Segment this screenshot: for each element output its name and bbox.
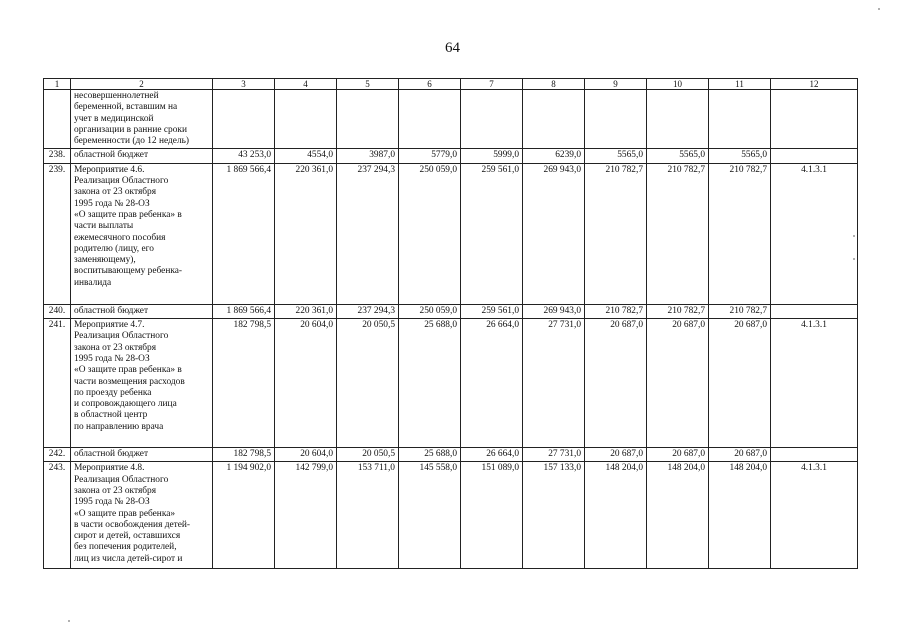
column-number-cell: 6 [399,79,461,90]
table-row [44,448,858,462]
funding-value: 148 204,0 [647,462,709,569]
funding-value: 43 253,0 [213,149,275,163]
column-number-row [44,79,858,90]
column-number-cell: 2 [71,79,213,90]
column-number-cell: 10 [647,79,709,90]
funding-value: 153 711,0 [337,462,399,569]
funding-value: 151 089,0 [461,462,523,569]
funding-value: 5565,0 [647,149,709,163]
funding-value: 210 782,7 [647,163,709,304]
row-description: областной бюджет [71,304,213,318]
table-row [44,304,858,318]
funding-value: 237 294,3 [337,304,399,318]
funding-value: 210 782,7 [709,304,771,318]
funding-value: 142 799,0 [275,462,337,569]
scan-speck [878,8,880,10]
funding-value: 237 294,3 [337,163,399,304]
scan-speck [853,258,855,260]
row-description: Мероприятие 4.6. Реализация Областного закона от 23 октября 1995 года № 28-ОЗ «О защите прав ребенка» в части выплаты ежемесячного пособия родителю (лицу, его заменяющему), воспитывающему ребенка- инвалида [71,163,213,304]
row-description: несовершеннолетней беременной, вставшим на учет в медицинской организации в ранние сроки беременности (до 12 недель) [71,90,213,149]
funding-value [709,90,771,149]
table-row [44,163,858,304]
table-row [44,319,858,448]
funding-value [337,90,399,149]
row-description: областной бюджет [71,149,213,163]
funding-value [399,90,461,149]
column-number-cell: 9 [585,79,647,90]
column-number-cell: 11 [709,79,771,90]
funding-value: 148 204,0 [709,462,771,569]
funding-value: 20 604,0 [275,448,337,462]
column-number-cell: 3 [213,79,275,90]
indicator-code [771,448,858,462]
row-number [44,90,71,149]
funding-value: 220 361,0 [275,304,337,318]
funding-value: 148 204,0 [585,462,647,569]
row-number: 242. [44,448,71,462]
funding-value: 3987,0 [337,149,399,163]
funding-value: 210 782,7 [585,304,647,318]
funding-value [647,90,709,149]
column-number-cell: 1 [44,79,71,90]
funding-value: 20 050,5 [337,319,399,448]
funding-value [461,90,523,149]
funding-value: 5999,0 [461,149,523,163]
funding-value: 210 782,7 [709,163,771,304]
column-number-cell: 4 [275,79,337,90]
funding-value: 20 687,0 [647,319,709,448]
funding-value: 5565,0 [585,149,647,163]
funding-value: 25 688,0 [399,448,461,462]
funding-value: 26 664,0 [461,448,523,462]
funding-value: 1 869 566,4 [213,163,275,304]
funding-value: 20 050,5 [337,448,399,462]
funding-value [523,90,585,149]
column-number-cell: 7 [461,79,523,90]
funding-value: 20 604,0 [275,319,337,448]
indicator-code: 4.1.3.1 [771,163,858,304]
row-description: Мероприятие 4.7. Реализация Областного закона от 23 октября 1995 года № 28-ОЗ «О защите прав ребенка» в части возмещения расходов по проезду ребенка и сопровождающего лица в областной центр по направлению врача [71,319,213,448]
row-number: 243. [44,462,71,569]
funding-value: 250 059,0 [399,163,461,304]
funding-value: 259 561,0 [461,163,523,304]
column-number-cell: 5 [337,79,399,90]
funding-value: 269 943,0 [523,163,585,304]
table-row [44,90,858,149]
funding-value: 20 687,0 [709,319,771,448]
row-number: 240. [44,304,71,318]
funding-value: 182 798,5 [213,448,275,462]
indicator-code: 4.1.3.1 [771,462,858,569]
scan-speck [68,620,70,622]
funding-value: 20 687,0 [585,448,647,462]
funding-value [275,90,337,149]
funding-value: 20 687,0 [585,319,647,448]
row-number: 239. [44,163,71,304]
budget-table [43,78,858,569]
indicator-code [771,90,858,149]
indicator-code [771,304,858,318]
funding-value [585,90,647,149]
funding-value: 27 731,0 [523,448,585,462]
funding-value: 145 558,0 [399,462,461,569]
indicator-code [771,149,858,163]
funding-value: 157 133,0 [523,462,585,569]
funding-value: 220 361,0 [275,163,337,304]
row-description: областной бюджет [71,448,213,462]
funding-value [213,90,275,149]
funding-value: 182 798,5 [213,319,275,448]
funding-value: 250 059,0 [399,304,461,318]
column-number-cell: 8 [523,79,585,90]
funding-value: 6239,0 [523,149,585,163]
funding-value: 1 194 902,0 [213,462,275,569]
funding-value: 4554,0 [275,149,337,163]
funding-value: 27 731,0 [523,319,585,448]
scan-speck [853,235,855,237]
funding-value: 5565,0 [709,149,771,163]
funding-value: 25 688,0 [399,319,461,448]
funding-value: 20 687,0 [647,448,709,462]
row-description: Мероприятие 4.8. Реализация Областного закона от 23 октября 1995 года № 28-ОЗ «О защите прав ребенка» в части освобождения детей- сирот и детей, оставшихся без попечения родителей, лиц из числа детей-сирот и [71,462,213,569]
funding-value: 26 664,0 [461,319,523,448]
funding-value: 259 561,0 [461,304,523,318]
funding-value: 269 943,0 [523,304,585,318]
funding-value: 5779,0 [399,149,461,163]
row-number: 241. [44,319,71,448]
funding-value: 20 687,0 [709,448,771,462]
table-row [44,149,858,163]
funding-value: 1 869 566,4 [213,304,275,318]
page-number: 64 [445,40,460,56]
funding-value: 210 782,7 [585,163,647,304]
indicator-code: 4.1.3.1 [771,319,858,448]
table-body [44,90,858,569]
row-number: 238. [44,149,71,163]
table-row [44,462,858,569]
funding-value: 210 782,7 [647,304,709,318]
column-number-cell: 12 [771,79,858,90]
